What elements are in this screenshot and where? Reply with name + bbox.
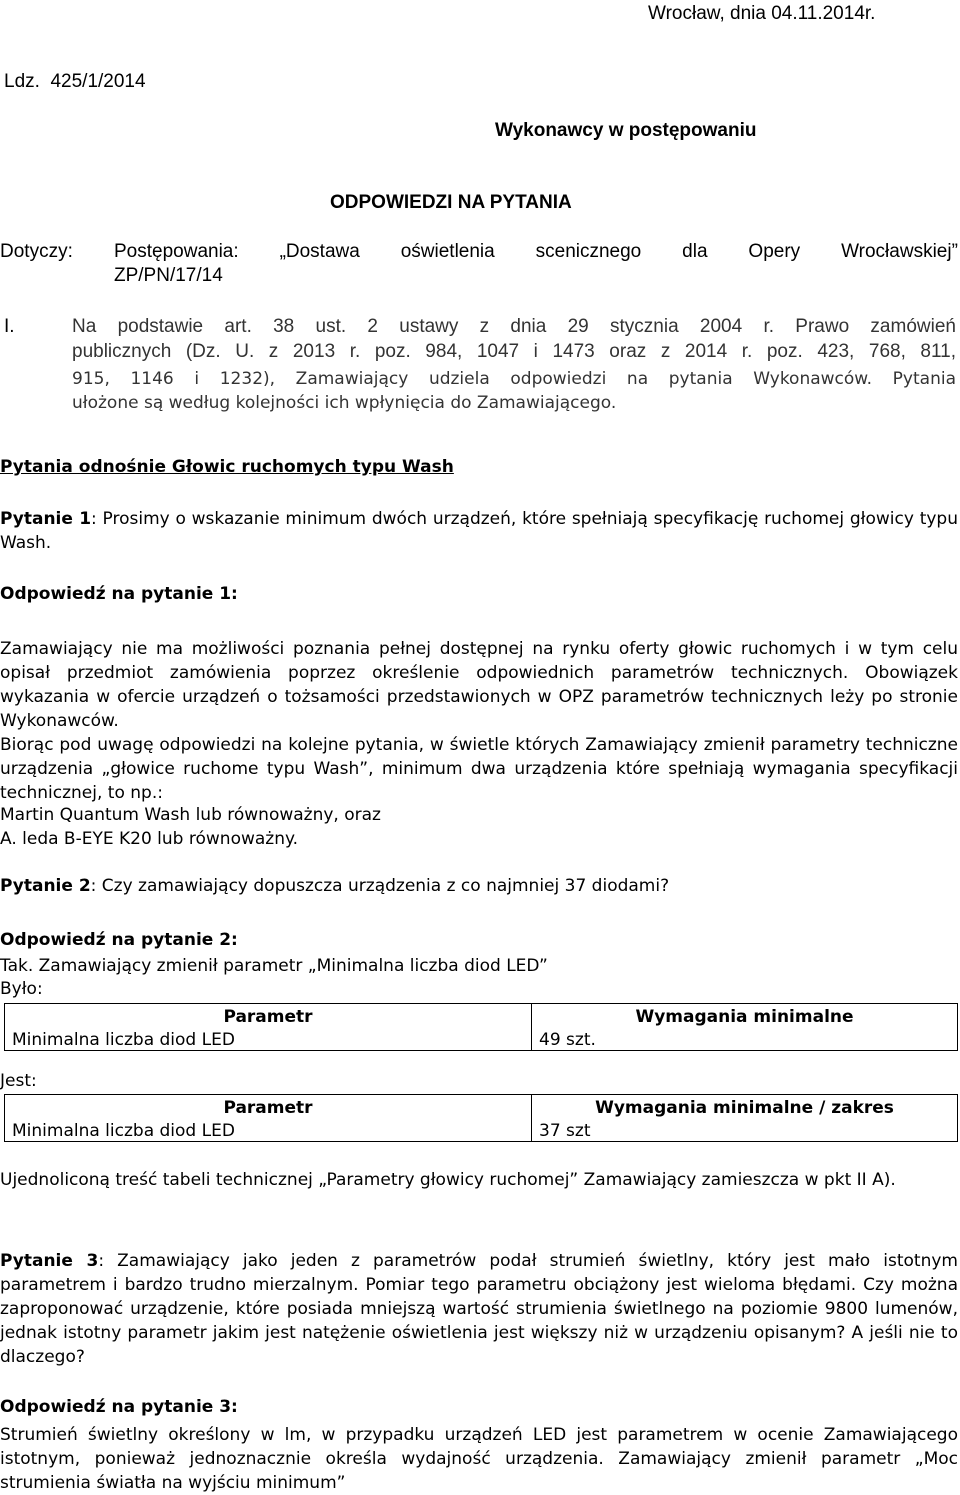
subject-line [114,241,958,263]
answer-1-device-2: A. leda B-EYE K20 lub równoważny. [0,829,299,849]
table-before-label: Było: [0,979,43,999]
question-1-label: Pytanie 1 [0,509,92,529]
table-after-cell-value: 37 szt [532,1118,958,1142]
table-before-header-requirements: Wymagania minimalne [532,1004,958,1028]
document-title: ODPOWIEDZI NA PYTANIA [330,192,572,213]
table-before-cell-value: 49 szt. [532,1027,958,1051]
question-3-text: : Zamawiający jako jeden z parametrów podał strumień świetlny, który jest mało istotnym parametrem i bardzo trudno mierzalnym. Pomiar tego parametru obciążony jest wieloma błędami. Czy można zaproponować urządzenie, które posiada mniejszą wartość strumienia świetlnego na poziomie 9800 lumenów, jednak istotny parametr jakim jest natężenie oświetlenia jest większy niż w urządzeniu opisanym? A jeśli nie to dlaczego? [0,1251,958,1367]
subject-word: dla [682,241,708,262]
answer-1-paragraph-1: Zamawiający nie ma możliwości poznania pełnej dostępnej na rynku oferty głowic ruchomych i w tym celu opisał przedmiot zamówienia poprzez określenie odpowiednich parametrów technicznych. Obowiązek wykazania w ofercie urządzeń o tożsamości przedstawionych w OPZ parametrów technicznych leży po stronie Wykonawców. [0,639,958,731]
question-1-text: : Prosimy o wskazanie minimum dwóch urządzeń, które spełniają specyfikację ruchomej głowicy typu Wash. [0,509,958,553]
subject-word: Postępowania: [114,241,239,262]
subject-case-number: ZP/PN/17/14 [114,265,223,286]
subject-word: Wrocławskiej” [841,241,958,262]
table-after-header-requirements: Wymagania minimalne / zakres [532,1095,958,1119]
intro-line-1: Na podstawie art. 38 ust. 2 ustawy z dnia 29 stycznia 2004 r. Prawo zamówień [72,316,956,337]
table-after-label: Jest: [0,1071,37,1091]
intro-line-4: ułożone są według kolejności ich wpłynięcia do Zamawiającego. [72,393,617,413]
subject-word: oświetlenia [400,241,495,262]
section-title: Pytania odnośnie Głowic ruchomych typu Wash [0,457,454,477]
answer-2-note: Ujednoliconą treść tabeli technicznej „Parametry głowicy ruchomej” Zamawiający zamieszcza w pkt II A). [0,1170,896,1190]
table-after [4,1094,958,1142]
subject-label: Dotyczy: [0,241,73,262]
table-before-header-parameter: Parametr [5,1004,532,1028]
addressee: Wykonawcy w postępowaniu [495,120,757,141]
answer-2-line: Tak. Zamawiający zmienił parametr „Minimalna liczba diod LED” [0,956,548,976]
question-3 [0,1249,958,1369]
table-before [4,1003,958,1051]
table-after-header-parameter: Parametr [5,1095,532,1119]
question-2-label: Pytanie 2 [0,876,91,896]
question-2 [0,876,669,896]
intro-number: I. [4,316,15,337]
question-2-text: : Czy zamawiający dopuszcza urządzenia z co najmniej 37 diodami? [90,876,670,896]
answer-1-label: Odpowiedź na pytanie 1: [0,584,238,604]
table-after-cell-parameter: Minimalna liczba diod LED [5,1118,532,1142]
subject-word: Opery [748,241,801,262]
answer-2-label: Odpowiedź na pytanie 2: [0,930,238,950]
reference-number: Ldz. 425/1/2014 [4,71,146,92]
subject-word: scenicznego [535,241,642,262]
answer-1-device-1: Martin Quantum Wash lub równoważny, oraz [0,805,381,825]
subject-word: „Dostawa [279,241,360,262]
answer-3-label: Odpowiedź na pytanie 3: [0,1397,238,1417]
place-date: Wrocław, dnia 04.11.2014r. [648,3,876,24]
question-3-label: Pytanie 3 [0,1251,99,1271]
answer-1-paragraph-2: Biorąc pod uwagę odpowiedzi na kolejne pytania, w świetle których Zamawiający zmienił parametry techniczne urządzenia „głowice ruchome typu Wash”, minimum dwa urządzenia które spełniają wymagania specyfikacji technicznej, to np.: [0,735,958,803]
table-before-cell-parameter: Minimalna liczba diod LED [5,1027,532,1051]
intro-line-2: publicznych (Dz. U. z 2013 r. poz. 984, 1047 i 1473 oraz z 2014 r. poz. 423, 768, 811, [72,341,956,362]
question-1 [0,507,958,555]
answer-3-text: Strumień świetlny określony w lm, w przypadku urządzeń LED jest parametrem w ocenie Zamawiającego istotnym, ponieważ jednoznacznie określa wydajność urządzenia. Zamawiający zmienił parametr „Moc strumienia światła na wyjściu minimum” [0,1425,958,1493]
intro-line-3: 915, 1146 i 1232), Zamawiający udziela odpowiedzi na pytania Wykonawców. Pytania [72,369,956,389]
